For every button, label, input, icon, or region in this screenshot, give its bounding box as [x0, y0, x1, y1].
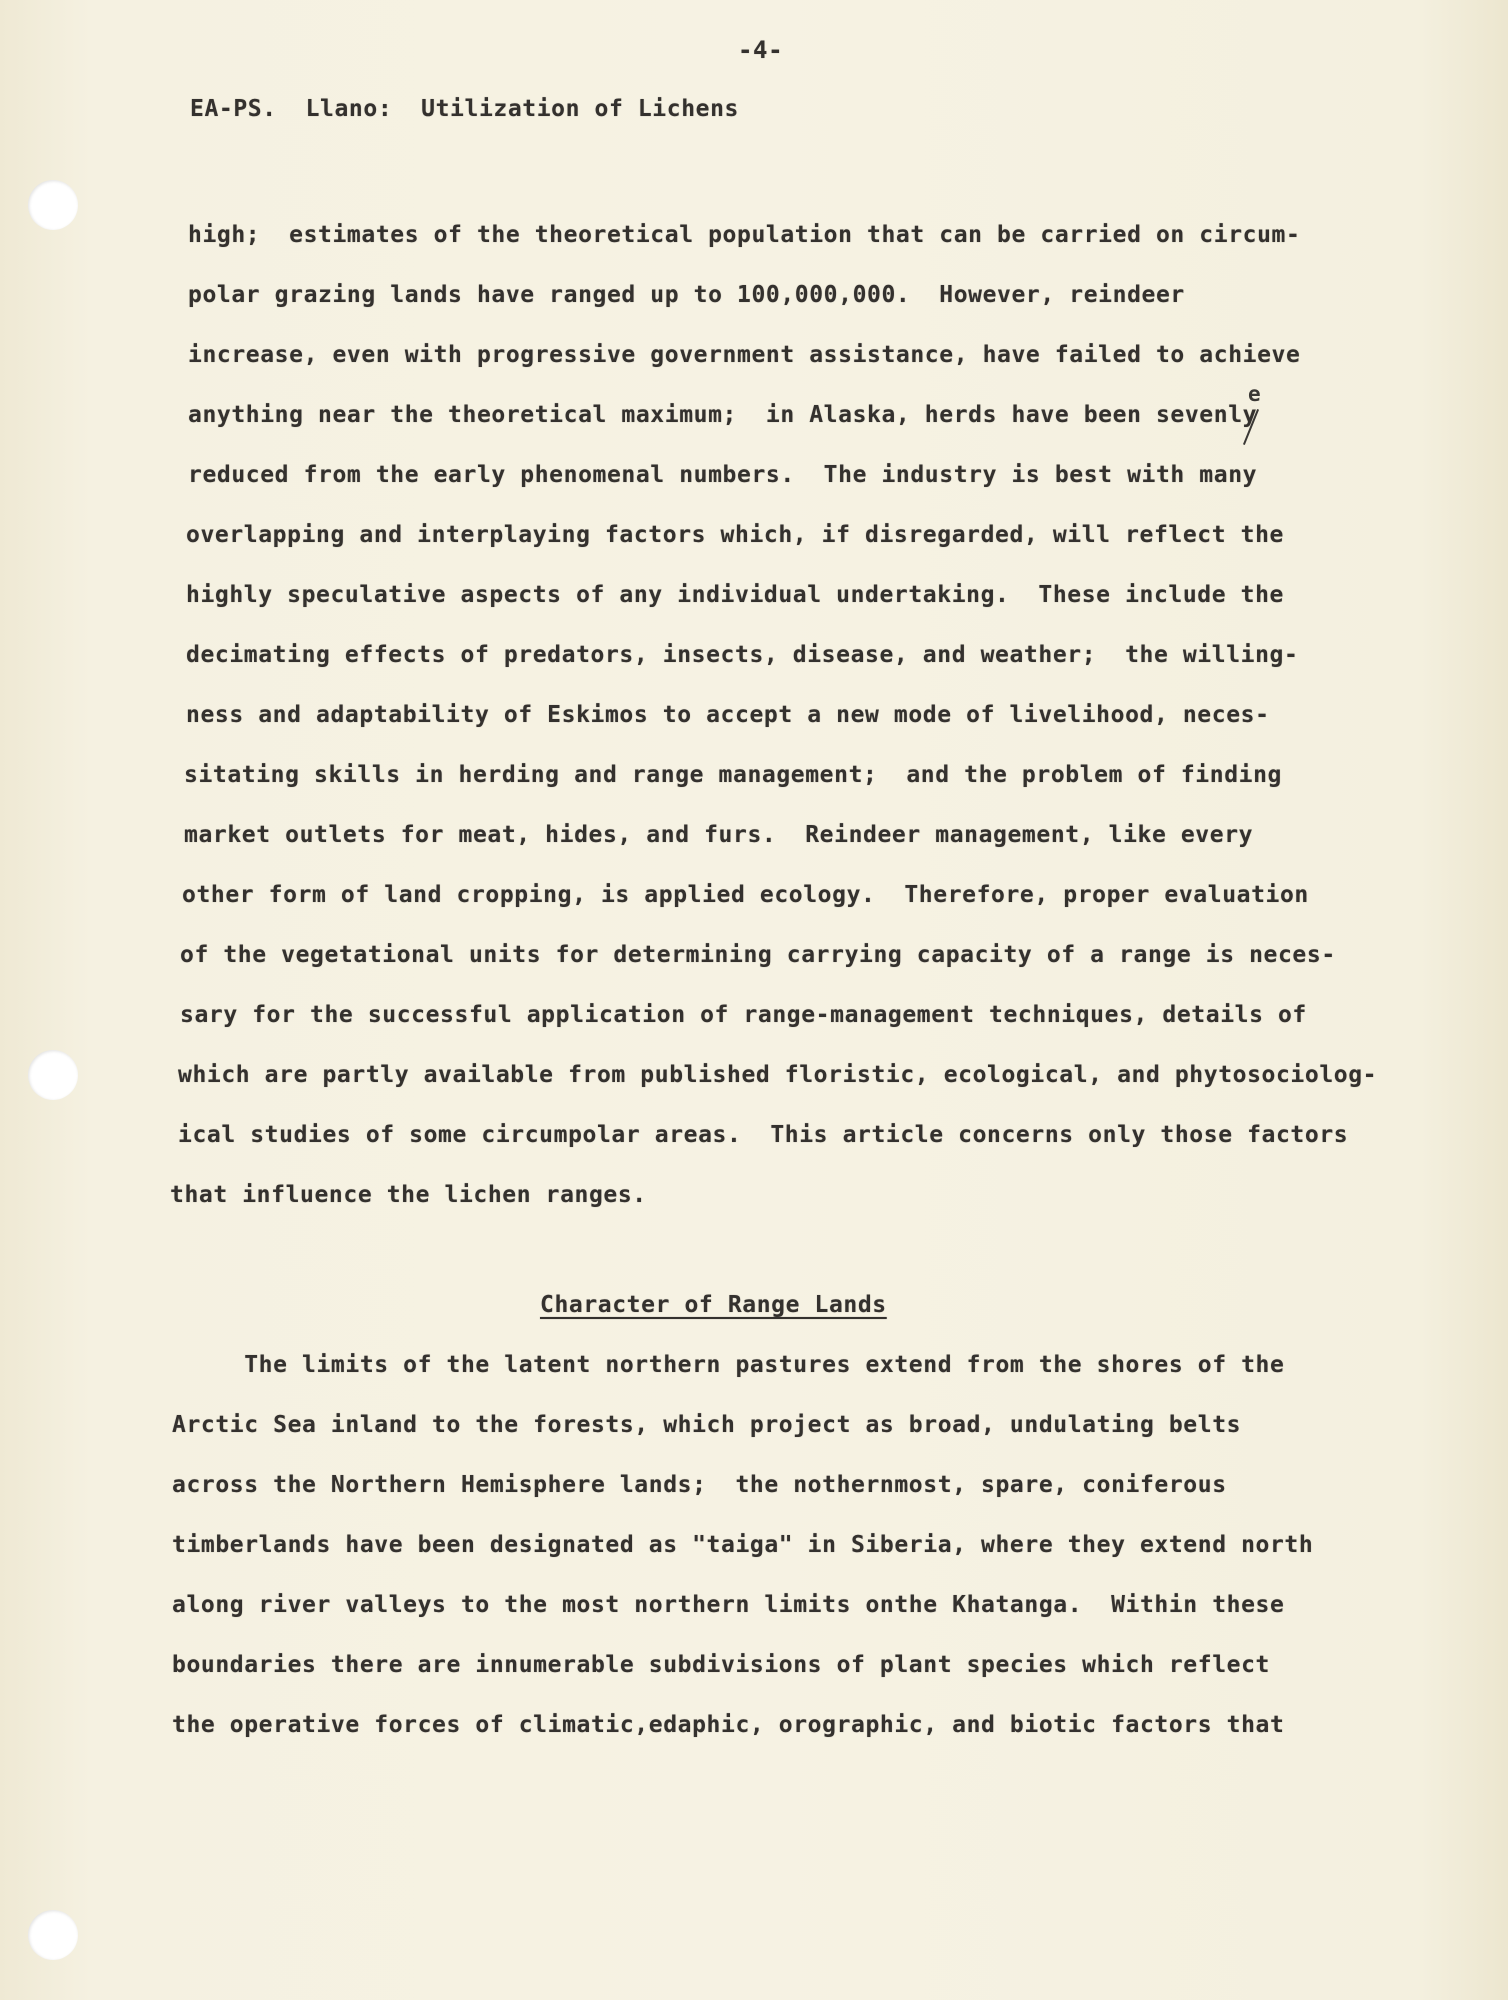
text-line: The limits of the latent northern pastures extend from the shores of the [172, 1352, 1285, 1378]
punch-hole [28, 1050, 78, 1100]
text-line: along river valleys to the most northern limits onthe Khatanga. Within these [172, 1592, 1285, 1618]
text-line: sary for the successful application of range-management techniques, details of [180, 1002, 1307, 1028]
text-line: other form of land cropping, is applied ecology. Therefore, proper evaluation [182, 882, 1309, 908]
section-heading: Character of Range Lands [540, 1292, 887, 1318]
text-line: which are partly available from published floristic, ecological, and phytosociolog- [178, 1062, 1378, 1088]
text-line: anything near the theoretical maximum; in Alaska, herds have been sevenly [188, 402, 1258, 428]
text-line: ical studies of some circumpolar areas. This article concerns only those factors [178, 1122, 1349, 1148]
text-line: timberlands have been designated as "taiga" in Siberia, where they extend north [172, 1532, 1314, 1558]
text-line: increase, even with progressive government assistance, have failed to achieve [188, 342, 1301, 368]
text-line: boundaries there are innumerable subdivisions of plant species which reflect [172, 1652, 1270, 1678]
text-line: overlapping and interplaying factors which, if disregarded, will reflect the [186, 522, 1284, 548]
text-line: ness and adaptability of Eskimos to accept a new mode of livelihood, neces- [186, 702, 1270, 728]
text-line: across the Northern Hemisphere lands; the nothernmost, spare, coniferous [172, 1472, 1227, 1498]
text-line: highly speculative aspects of any individual undertaking. These include the [186, 582, 1284, 608]
text-line: that influence the lichen ranges. [170, 1182, 647, 1208]
text-line: the operative forces of climatic,edaphic, orographic, and biotic factors that [172, 1712, 1285, 1738]
text-line: decimating effects of predators, insects, disease, and weather; the willing- [186, 642, 1299, 668]
running-head: EA-PS. Llano: Utilization of Lichens [190, 96, 739, 122]
page-number: -4- [738, 36, 784, 64]
text-line: Arctic Sea inland to the forests, which project as broad, undulating belts [172, 1412, 1242, 1438]
text-line: polar grazing lands have ranged up to 100,000,000. However, reindeer [188, 282, 1185, 308]
text-line: sitating skills in herding and range management; and the problem of finding [184, 762, 1282, 788]
handwritten-insertion: e [1248, 382, 1261, 406]
punch-hole [28, 1910, 78, 1960]
text-line: market outlets for meat, hides, and furs. Reindeer management, like every [184, 822, 1254, 848]
text-line: reduced from the early phenomenal numbers. The industry is best with many [188, 462, 1258, 488]
text-line: of the vegetational units for determining carrying capacity of a range is neces- [180, 942, 1336, 968]
text-line: high; estimates of the theoretical population that can be carried on circum- [188, 222, 1301, 248]
punch-hole [28, 180, 78, 230]
